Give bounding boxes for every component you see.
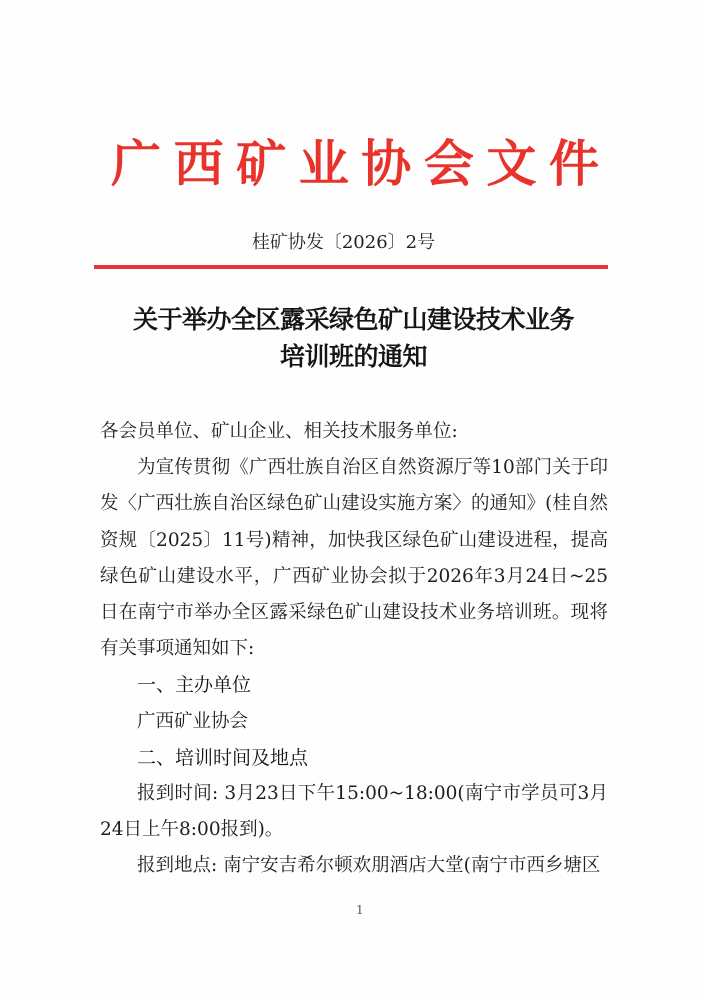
issuer-header-char: 件 [548, 134, 599, 193]
issuer-header-char: 广 [111, 134, 161, 193]
issuer-header-char: 会 [423, 134, 474, 193]
issuer-header-char: 西 [173, 134, 224, 193]
page-number: 1 [356, 903, 364, 917]
registration-time: 报到时间: 3月23日下午15:00~18:00(南宁市学员可3月24日上午8:00报到)。 [100, 783, 608, 841]
registration-location: 报到地点: 南宁安吉希尔顿欢朋酒店大堂(南宁市西乡塘区 [137, 855, 601, 877]
document-body [100, 414, 608, 885]
issuer-header-char: 文 [486, 134, 537, 193]
issuer-header-char: 矿 [236, 134, 287, 193]
intro-paragraph: 为宣传贯彻《广西壮族自治区自然资源厅等10部门关于印发〈广西壮族自治区绿色矿山建设实施方案〉的通知》(桂自然资规〔2025〕11号)精神，加快我区绿色矿山建设进程，提高绿色矿山建设水平，广西矿业协会拟于2026年3月24日~25日在南宁市举办全区露采绿色矿山建设技术业务培训班。现将有关事项通知如下: [100, 457, 608, 660]
section-heading-time-location: 二、培训时间及地点 [137, 746, 309, 769]
issuer-header-char: 协 [361, 134, 412, 193]
document-number-row [0, 230, 707, 256]
document-number: 桂矿协发〔2026〕2号 [251, 232, 436, 253]
salutation: 各会员单位、矿山企业、相关技术服务单位: [100, 421, 458, 442]
document-title-line-2: 培训班的通知 [279, 342, 427, 371]
issuer-header [110, 132, 600, 196]
organizer-name: 广西矿业协会 [137, 710, 249, 732]
document-title-line-1: 关于举办全区露采绿色矿山建设技术业务 [132, 305, 574, 334]
issuer-header-char: 业 [298, 134, 349, 193]
red-divider-rule [94, 265, 608, 269]
section-heading-organizer: 一、主办单位 [137, 674, 252, 697]
